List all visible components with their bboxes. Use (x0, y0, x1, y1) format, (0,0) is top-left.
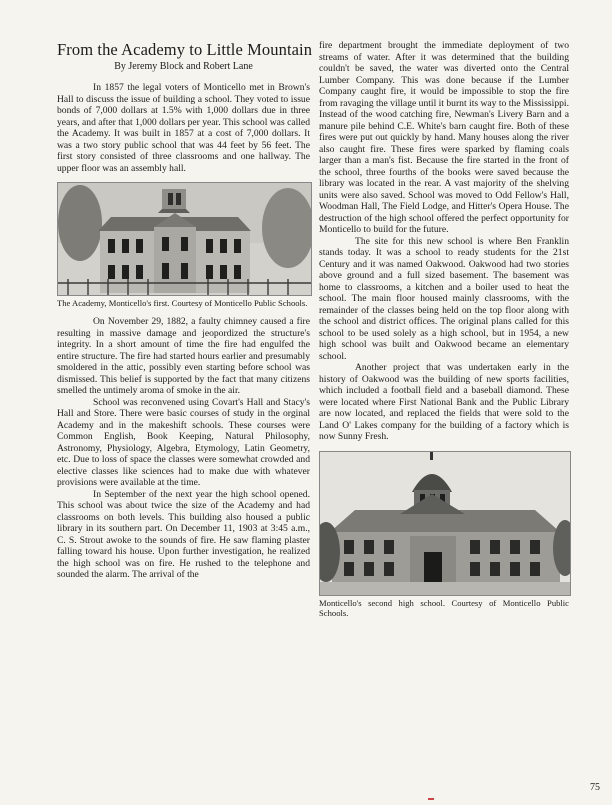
paragraph: Another project that was undertaken early in the history of Oakwood was the building of new sports facilities, which included a football field and a baseball diamond. These were located where First National Bank and the Public Library are now located, and replaced the fields that were sold to the Land O' Lakes company for the building of a factory which is now Sunny Fresh. (319, 362, 569, 442)
byline: By Jeremy Block and Robert Lane (114, 61, 253, 72)
paragraph: The site for this new school is where Ben Franklin stands today. It was a school to ready students for the 21st Century and it was named Oakwood. Oakwood had two stories above ground and a full sized basement. The basement was home to classrooms, a kitchen and a boiler used to heat the school. The main floor housed mainly classrooms, with the remainder of the classes being held on the top floor along with the school and district offices. The original plans called for this school to be used solely as a high school, but in 1954, a new high school was built and Oakwood became an elementary school. (319, 235, 569, 362)
second-high-school-photo (319, 451, 571, 596)
paragraph: On November 29, 1882, a faulty chimney caused a fire resulting in massive damage and jeopordized the structure's integrity. In a short amount of time the fire had engulfed the entire structure. The fire had started hours earlier and presumably smoldered in the attic, possibly even starting before school was dismissed. This belief is supported by the fact that many citizens smelled the untimely aroma of smoke in the air. (57, 316, 310, 396)
page-number: 75 (590, 782, 600, 793)
paragraph: In September of the next year the high school opened. This school was about twice the size of the Academy and had classrooms on both levels. This building also housed a public library in its southern part. On December 11, 1903 at 3:45 a.m., C. S. Strout awoke to the sounds of fire. He saw flaming plaster falling toward his house. Upon further investigation, he realized the high school was on fire. He rushed to the telephone and sounded the alarm. The arrival of the (57, 488, 310, 580)
right-column (319, 40, 569, 626)
photo-caption: The Academy, Monticello's first. Courtesy of Monticello Public Schools. (57, 298, 308, 308)
paragraph: School was reconvened using Covart's Hall and Stacy's Hall and Store. There were basic courses of study in the orginal Academy and in the makeshift schools. These courses were Common English, Book Keeping, Natural Philosophy, Astronomy, Physiology, Algebra, Etymology, Latin Geometry, etc. Due to loss of space the classes were somewhat crowded and elective classes like sciences had to make due with whatever provisions were available at the time. (57, 396, 310, 488)
paragraph: fire department brought the immediate deployment of two streams of water. After it was determined that the building couldn't be saved, the water was diverted onto the Central Lumber Company. This was done because if the Lumber Company caught fire, it would be impossible to stop the fire from ravaging the village until it burnt its way to the Mississippi. Instead of the wood catching fire, Newman's Livery Barn and a manure pile behind C.E. White's barn caught fire. Both of these fires were put out quickly by hand. Many houses along the river also caught fire. These fires were sparked by flaming coals larger than a man's fist. Because the fire started in the front of the school, three fourths of the books were saved because the library was located in the rear. A vast majority of the shelving units were also saved. School was moved to Odd Fellow's Hall, Woodman Hall, The Field Lodge, and Hitter's Opera House. The destruction of the high school offered the perfect opportunity for Monticello to build for the future. (319, 40, 569, 235)
article-title: From the Academy to Little Mountain (57, 40, 313, 59)
photo-caption: Monticello's second high school. Courtesy of Monticello Public Schools. (319, 597, 569, 618)
left-column (57, 40, 313, 581)
print-mark (428, 798, 434, 800)
paragraph: In 1857 the legal voters of Monticello met in Brown's Hall to discuss the issue of building a school. They voted to issue bonds of 7,000 dollars at 1.5% with 1,000 dollars due in three years, and after that 1,000 dollars per year. This school was called the Academy. It was built in 1857 at a cost of 7,000 dollars. It was a two story public school that was 44 feet by 56 feet. The first story consisted of three classrooms and one hallway. The upper floor was an assembly hall. (57, 82, 310, 174)
academy-photo (57, 182, 312, 296)
academy-building-image (58, 183, 311, 295)
high-school-building-image (320, 452, 570, 595)
